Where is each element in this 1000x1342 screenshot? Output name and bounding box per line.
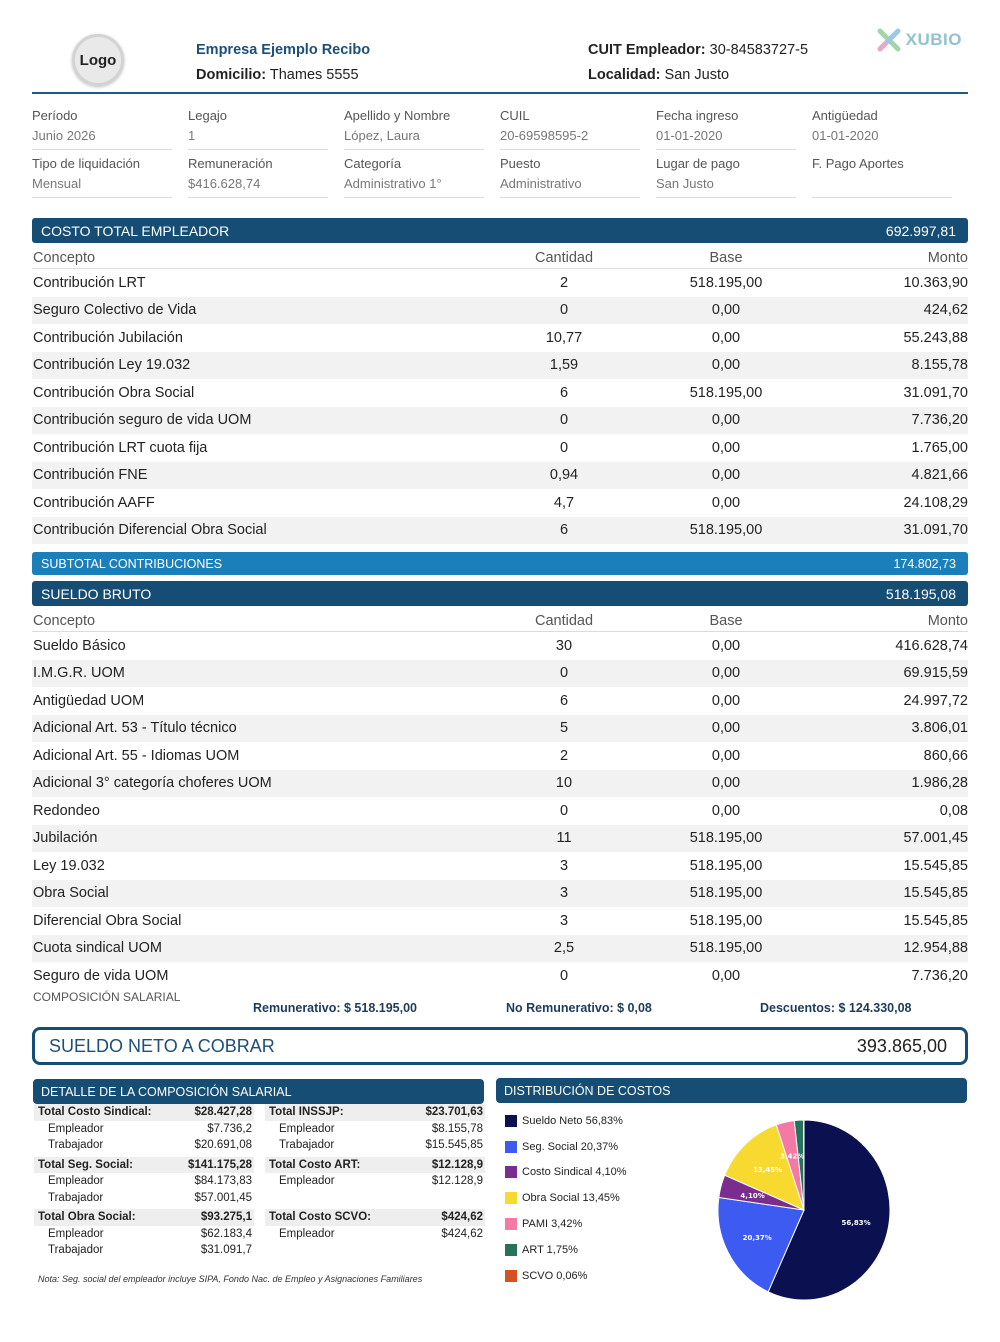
receipt-header: [32, 28, 968, 94]
col-base-cell: 0,00: [711, 692, 741, 709]
col-concepto-cell: Adicional Art. 53 - Título técnico: [33, 720, 237, 737]
company-logo: Logo: [72, 34, 124, 86]
col-base-cell: 0,00: [711, 329, 741, 346]
col-monto-header: Monto: [927, 249, 968, 266]
legend-item: [505, 1108, 627, 1134]
info-value: 01-01-2020: [812, 128, 879, 143]
col-monto-cell: 0,08: [939, 802, 968, 819]
detalle-block: [34, 1209, 254, 1259]
col-concepto-cell: Obra Social: [33, 885, 109, 902]
col-cantidad-cell: 0: [559, 439, 569, 456]
table-row: [32, 324, 968, 352]
detalle-total-row: [34, 1209, 254, 1226]
info-value: Administrativo: [500, 176, 582, 191]
legend-label: Seg. Social 20,37%: [522, 1140, 619, 1153]
col-base-cell: 518.195,00: [689, 940, 763, 957]
sueldo-neto-box: [32, 1027, 968, 1065]
detalle-item-value: $20.691,08: [194, 1139, 252, 1152]
brand-logo: [877, 28, 962, 52]
info-value: López, Laura: [344, 128, 420, 143]
detalle-col-left: [34, 1104, 254, 1262]
col-monto-cell: 55.243,88: [903, 329, 968, 346]
col-monto-cell: 24.997,72: [903, 692, 968, 709]
col-base-header: Base: [709, 249, 743, 266]
info-value: Administrativo 1°: [344, 176, 442, 191]
info-label: Apellido y Nombre: [344, 108, 451, 123]
detalle-item-label: Empleador: [48, 1122, 104, 1135]
legend-label: Obra Social 13,45%: [522, 1192, 620, 1205]
detalle-header: DETALLE DE LA COMPOSICIÓN SALARIAL: [33, 1079, 484, 1104]
costo-total-value: 692.997,81: [885, 222, 956, 239]
table-row: [32, 434, 968, 462]
detalle-total-value: $141.175,28: [188, 1158, 252, 1171]
detalle-total-label: Total Costo SCVO:: [269, 1211, 372, 1224]
col-monto-cell: 7.736,20: [911, 412, 968, 429]
sueldo-neto-value: 393.865,00: [856, 1035, 947, 1056]
pie-slice-label: 13,45%: [753, 1166, 783, 1175]
pie-legend: [505, 1108, 627, 1289]
detalle-item-label: Trabajador: [48, 1191, 104, 1204]
col-concepto-cell: Cuota sindical UOM: [33, 940, 162, 957]
info-label: Período: [32, 108, 78, 123]
table-row: [32, 852, 968, 880]
detalle-item-value: $31.091,7: [200, 1244, 252, 1257]
table-row: [32, 407, 968, 435]
col-monto-cell: 424,62: [923, 302, 968, 319]
detalle-item-label: Empleador: [279, 1122, 335, 1135]
col-base-cell: 518.195,00: [689, 885, 763, 902]
col-cantidad-cell: 6: [559, 384, 569, 401]
col-cantidad-cell: 30: [555, 637, 573, 654]
detalle-item-value: $7.736,2: [207, 1122, 252, 1135]
col-base-cell: 0,00: [711, 967, 741, 984]
col-base-cell: 518.195,00: [689, 830, 763, 847]
detalle-item-row: [265, 1242, 485, 1259]
detalle-total-value: $28.427,28: [194, 1106, 252, 1119]
detalle-item-value: $84.173,83: [194, 1175, 252, 1188]
info-legajo: [188, 102, 344, 150]
subtotal-label: SUBTOTAL CONTRIBUCIONES: [41, 556, 223, 571]
table-row: [32, 489, 968, 517]
col-base-cell: 518.195,00: [689, 912, 763, 929]
info-periodo: [32, 102, 188, 150]
table-row: [32, 632, 968, 660]
domicilio-label: Domicilio:: [196, 67, 267, 83]
info-lugar-pago: [656, 150, 812, 198]
legend-item: [505, 1211, 627, 1237]
detalle-item-value: $62.183,4: [200, 1227, 252, 1240]
descuentos-total: Descuentos: $ 124.330,08: [760, 1001, 912, 1015]
col-concepto-cell: Diferencial Obra Social: [33, 912, 182, 929]
detalle-block: [34, 1104, 254, 1154]
costos-pie-chart: [716, 1114, 892, 1302]
detalle-item-value: $15.545,85: [425, 1139, 483, 1152]
detalle-total-value: $23.701,63: [425, 1106, 483, 1119]
col-monto-cell: 10.363,90: [903, 274, 968, 291]
detalle-col-right: [265, 1104, 485, 1262]
col-monto-cell: 57.001,45: [903, 830, 968, 847]
table-header-row: [32, 247, 968, 269]
company-address: [196, 63, 370, 88]
info-value: San Justo: [656, 176, 714, 191]
detalle-total-row: [265, 1157, 485, 1174]
col-concepto-cell: Contribución AAFF: [33, 494, 155, 511]
col-concepto-cell: Contribución Obra Social: [33, 384, 195, 401]
subtotal-band: [32, 552, 968, 575]
remunerativo-total: Remunerativo: $ 518.195,00: [253, 1001, 417, 1015]
info-value: 1: [188, 128, 196, 143]
col-concepto-cell: Jubilación: [33, 830, 98, 847]
info-row: [32, 150, 968, 198]
info-label: F. Pago Aportes: [812, 156, 904, 171]
detalle-item-row: [34, 1173, 254, 1190]
detalle-item-row: [265, 1137, 485, 1154]
costo-table: [32, 247, 968, 544]
detalle-block: [265, 1157, 485, 1207]
detalle-item-row: [34, 1226, 254, 1243]
col-cantidad-header: Cantidad: [534, 612, 594, 629]
info-value: Mensual: [32, 176, 82, 191]
table-row: [32, 462, 968, 490]
col-monto-cell: 8.155,78: [911, 357, 968, 374]
sueldo-neto-label: SUELDO NETO A COBRAR: [49, 1035, 275, 1056]
info-antiguedad: [812, 102, 968, 150]
col-base-header: Base: [709, 612, 743, 629]
pie-slice-label: 4,10%: [740, 1192, 765, 1201]
detalle-item-label: Trabajador: [279, 1139, 335, 1152]
info-label: Remuneración: [188, 156, 273, 171]
col-base-cell: 0,00: [711, 302, 741, 319]
detalle-item-row: [34, 1121, 254, 1138]
pie-slice-label: 56,83%: [841, 1218, 871, 1227]
legend-label: SCVO 0,06%: [522, 1269, 588, 1282]
col-base-cell: 0,00: [711, 775, 741, 792]
legend-swatch: [505, 1166, 517, 1178]
sueldo-bruto-title: SUELDO BRUTO: [41, 585, 152, 602]
detalle-item-label: Trabajador: [48, 1139, 104, 1152]
detalle-block: [265, 1209, 485, 1259]
col-cantidad-cell: 6: [559, 692, 569, 709]
legend-label: Costo Sindical 4,10%: [522, 1166, 627, 1179]
col-cantidad-cell: 6: [559, 522, 569, 539]
table-row: [32, 517, 968, 545]
col-concepto-header: Concepto: [33, 249, 96, 266]
col-concepto-cell: Antigüedad UOM: [33, 692, 145, 709]
info-label: Antigüedad: [812, 108, 878, 123]
detalle-total-row: [265, 1209, 485, 1226]
col-cantidad-cell: 0: [559, 967, 569, 984]
subtotal-value: 174.802,73: [893, 556, 956, 571]
col-concepto-cell: Contribución seguro de vida UOM: [33, 412, 252, 429]
table-row: [32, 825, 968, 853]
col-cantidad-cell: 3: [559, 857, 569, 874]
legend-item: [505, 1263, 627, 1289]
detalle-item-row: [265, 1121, 485, 1138]
col-concepto-cell: Adicional 3° categoría choferes UOM: [33, 775, 272, 792]
detalle-item-row: [265, 1226, 485, 1243]
info-value: Junio 2026: [32, 128, 96, 143]
detalle-item-label: Empleador: [48, 1175, 104, 1188]
detalle-item-label: Empleador: [279, 1227, 335, 1240]
col-cantidad-header: Cantidad: [534, 249, 594, 266]
legend-item: [505, 1160, 627, 1186]
detalle-total-row: [265, 1104, 485, 1121]
col-monto-cell: 15.545,85: [903, 885, 968, 902]
detalle-total-value: $12.128,9: [431, 1158, 483, 1171]
legend-swatch: [505, 1244, 517, 1256]
detalle-total-label: Total INSSJP:: [269, 1106, 344, 1119]
info-label: Categoría: [344, 156, 402, 171]
legend-swatch: [505, 1141, 517, 1153]
info-label: Legajo: [188, 108, 228, 123]
col-cantidad-cell: 3: [559, 912, 569, 929]
legend-label: Sueldo Neto 56,83%: [522, 1114, 623, 1127]
col-cantidad-cell: 0: [559, 412, 569, 429]
legend-item: [505, 1237, 627, 1263]
col-concepto-header: Concepto: [33, 612, 96, 629]
localidad-value: San Justo: [664, 67, 730, 83]
table-row: [32, 880, 968, 908]
no-remunerativo-total: No Remunerativo: $ 0,08: [506, 1001, 652, 1015]
col-monto-cell: 31.091,70: [903, 384, 968, 401]
detalle-item-row: [265, 1173, 485, 1190]
col-monto-cell: 416.628,74: [895, 637, 968, 654]
company-name: Empresa Ejemplo Recibo: [196, 42, 371, 58]
detalle-item-row: [34, 1137, 254, 1154]
col-monto-cell: 31.091,70: [903, 522, 968, 539]
detalle-item-row: [265, 1190, 485, 1207]
col-concepto-cell: I.M.G.R. UOM: [33, 665, 125, 682]
table-row: [32, 715, 968, 743]
col-cantidad-cell: 5: [559, 720, 569, 737]
legend-item: [505, 1134, 627, 1160]
detalle-total-row: [34, 1104, 254, 1121]
col-cantidad-cell: 0,94: [549, 467, 579, 484]
costo-total-band: [32, 218, 968, 243]
domicilio-value: Thames 5555: [269, 67, 359, 83]
col-cantidad-cell: 10,77: [545, 329, 583, 346]
info-remuneracion: [188, 150, 344, 198]
col-monto-header: Monto: [927, 612, 968, 629]
col-cantidad-cell: 0: [559, 665, 569, 682]
detalle-total-value: $424,62: [441, 1211, 483, 1224]
table-header-row: [32, 610, 968, 632]
info-label: CUIL: [500, 108, 530, 123]
detalle-item-label: Empleador: [279, 1175, 335, 1188]
table-row: [32, 269, 968, 297]
detalle-note: Nota: Seg. social del empleador incluye SIPA, Fondo Nac. de Empleo y Asignaciones Familiares: [38, 1274, 423, 1284]
distribucion-header: DISTRIBUCIÓN DE COSTOS: [496, 1078, 967, 1103]
col-cantidad-cell: 11: [556, 830, 572, 847]
col-monto-cell: 3.806,01: [911, 720, 968, 737]
table-row: [32, 962, 968, 990]
pie-slice-label: 3,42%: [780, 1152, 805, 1161]
legend-swatch: [505, 1270, 517, 1282]
info-label: Tipo de liquidación: [32, 156, 140, 171]
legend-label: PAMI 3,42%: [522, 1218, 583, 1231]
info-row: [32, 102, 968, 150]
col-base-cell: 0,00: [711, 637, 741, 654]
localidad: [588, 63, 808, 88]
col-monto-cell: 1.765,00: [911, 439, 968, 456]
col-monto-cell: 1.986,28: [911, 775, 968, 792]
col-base-cell: 0,00: [711, 665, 741, 682]
localidad-label: Localidad:: [588, 67, 661, 83]
info-tipo-liquidacion: [32, 150, 188, 198]
sueldo-table: [32, 610, 968, 990]
col-concepto-cell: Redondeo: [33, 802, 100, 819]
table-row: [32, 797, 968, 825]
col-cantidad-cell: 0: [559, 802, 569, 819]
table-row: [32, 687, 968, 715]
col-cantidad-cell: 10: [555, 775, 573, 792]
detalle-item-label: Trabajador: [48, 1244, 104, 1257]
info-cuil: [500, 102, 656, 150]
col-base-cell: 518.195,00: [689, 384, 763, 401]
col-concepto-cell: Seguro Colectivo de Vida: [33, 302, 197, 319]
costo-total-title: COSTO TOTAL EMPLEADOR: [41, 222, 230, 239]
info-nombre: [344, 102, 500, 150]
detalle-total-label: Total Seg. Social:: [38, 1158, 133, 1171]
brand-text: XUBIO: [905, 30, 962, 49]
sueldo-bruto-band: [32, 581, 968, 606]
detalle-item-row: [34, 1190, 254, 1207]
detalle-block: [34, 1157, 254, 1207]
col-base-cell: 0,00: [711, 412, 741, 429]
pie-slice-label: 20,37%: [742, 1233, 772, 1242]
col-base-cell: 518.195,00: [689, 274, 763, 291]
legend-swatch: [505, 1192, 517, 1204]
info-fecha-pago-aportes: [812, 150, 968, 198]
col-concepto-cell: Contribución Diferencial Obra Social: [33, 522, 267, 539]
col-base-cell: 0,00: [711, 357, 741, 374]
table-row: [32, 742, 968, 770]
col-monto-cell: 7.736,20: [911, 967, 968, 984]
table-row: [32, 352, 968, 380]
legend-item: [505, 1185, 627, 1211]
col-concepto-cell: Contribución FNE: [33, 467, 148, 484]
col-cantidad-cell: 2: [559, 747, 569, 764]
col-cantidad-cell: 3: [559, 885, 569, 902]
col-base-cell: 0,00: [711, 802, 741, 819]
table-row: [32, 297, 968, 325]
detalle-item-row: [34, 1242, 254, 1259]
cuit-value: 30-84583727-5: [709, 42, 809, 58]
detalle-item-value: $12.128,9: [431, 1175, 483, 1188]
col-monto-cell: 15.545,85: [903, 912, 968, 929]
col-concepto-cell: Seguro de vida UOM: [33, 967, 169, 984]
legend-label: ART 1,75%: [522, 1243, 578, 1256]
col-concepto-cell: Adicional Art. 55 - Idiomas UOM: [33, 747, 240, 764]
legend-swatch: [505, 1218, 517, 1230]
col-monto-cell: 4.821,66: [911, 467, 968, 484]
detalle-total-label: Total Costo ART:: [269, 1158, 361, 1171]
company-block: [196, 38, 370, 88]
col-cantidad-cell: 4,7: [553, 494, 575, 511]
detalle-total-label: Total Costo Sindical:: [38, 1106, 152, 1119]
col-cantidad-cell: 1,59: [549, 357, 579, 374]
sueldo-bruto-value: 518.195,08: [885, 585, 956, 602]
col-concepto-cell: Contribución Ley 19.032: [33, 357, 191, 374]
col-base-cell: 518.195,00: [689, 522, 763, 539]
detalle-block: [265, 1104, 485, 1154]
detalle-total-row: [34, 1157, 254, 1174]
col-cantidad-cell: 2: [559, 274, 569, 291]
employer-block: [588, 38, 808, 88]
col-monto-cell: 24.108,29: [903, 494, 968, 511]
col-concepto-cell: Contribución LRT: [33, 274, 146, 291]
col-base-cell: 0,00: [711, 467, 741, 484]
table-row: [32, 660, 968, 688]
col-cantidad-cell: 2,5: [553, 940, 575, 957]
detalle-item-label: Empleador: [48, 1227, 104, 1240]
table-row: [32, 379, 968, 407]
info-puesto: [500, 150, 656, 198]
info-label: Fecha ingreso: [656, 108, 739, 123]
detalle-item-value: $8.155,78: [431, 1122, 483, 1135]
info-value: 20-69598595-2: [500, 128, 589, 143]
col-base-cell: 0,00: [711, 494, 741, 511]
col-concepto-cell: Contribución LRT cuota fija: [33, 439, 208, 456]
info-label: Lugar de pago: [656, 156, 740, 171]
info-categoria: [344, 150, 500, 198]
cuit-label: CUIT Empleador:: [588, 42, 706, 58]
col-cantidad-cell: 0: [559, 302, 569, 319]
col-concepto-cell: Contribución Jubilación: [33, 329, 183, 346]
info-value: $416.628,74: [188, 176, 261, 191]
col-base-cell: 0,00: [711, 439, 741, 456]
col-monto-cell: 12.954,88: [903, 940, 968, 957]
xubio-x-icon: [877, 28, 901, 52]
composicion-label: COMPOSICIÓN SALARIAL: [33, 990, 181, 1004]
table-row: [32, 935, 968, 963]
info-label: Puesto: [500, 156, 541, 171]
table-row: [32, 907, 968, 935]
info-fecha-ingreso: [656, 102, 812, 150]
col-monto-cell: 15.545,85: [903, 857, 968, 874]
col-base-cell: 518.195,00: [689, 857, 763, 874]
table-row: [32, 770, 968, 798]
col-base-cell: 0,00: [711, 720, 741, 737]
col-monto-cell: 69.915,59: [903, 665, 968, 682]
cuit: [588, 38, 808, 63]
info-value: 01-01-2020: [656, 128, 723, 143]
detalle-total-value: $93.275,1: [200, 1211, 252, 1224]
legend-swatch: [505, 1115, 517, 1127]
col-concepto-cell: Ley 19.032: [33, 857, 105, 874]
detalle-total-label: Total Obra Social:: [38, 1211, 136, 1224]
col-concepto-cell: Sueldo Básico: [33, 637, 126, 654]
detalle-item-value: $57.001,45: [194, 1191, 252, 1204]
col-monto-cell: 860,66: [923, 747, 968, 764]
employee-info: [32, 102, 968, 198]
col-base-cell: 0,00: [711, 747, 741, 764]
detalle-item-value: $424,62: [441, 1227, 483, 1240]
